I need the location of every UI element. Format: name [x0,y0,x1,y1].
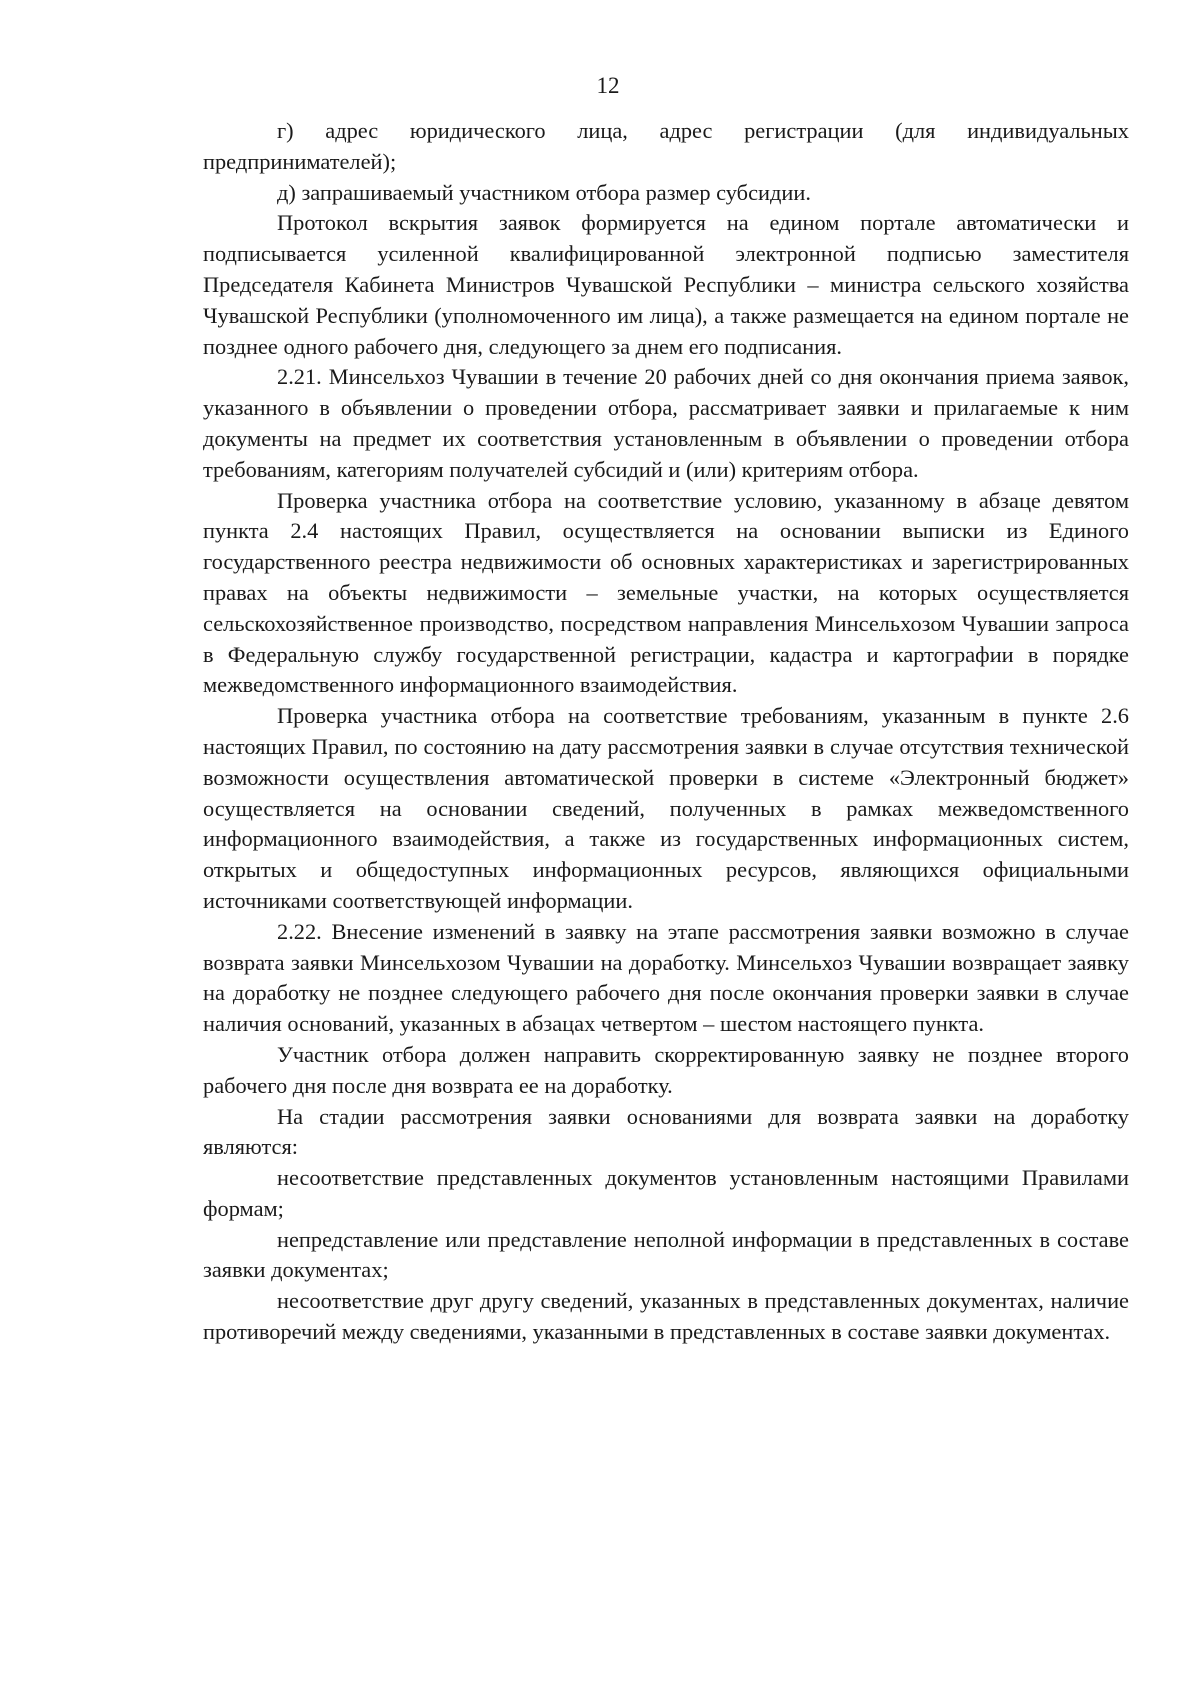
document-body [203,116,1129,1348]
paragraph-ground-forms-mismatch: несоответствие представленных документов установленным настоящими Правилами формам; [203,1165,1129,1221]
paragraph-item-g-address: г) адрес юридического лица, адрес регистрации (для индивидуальных предпринимателей); [203,118,1129,174]
paragraph-item-d-subsidy-amount: д) запрашиваемый участником отбора размер субсидии. [277,179,811,205]
paragraph-resubmission-deadline: Участник отбора должен направить скорректированную заявку не позднее второго рабочего дня после дня возврата ее на доработку. [203,1041,1129,1098]
paragraph-opening-protocol: Протокол вскрытия заявок формируется на едином портале автоматически и подписывается усиленной квалифицированной электронной подписью заместителя Председателя Кабинета Министров Чувашской Республики – министра сельского хозяйства Чувашской Республики (уполномоченного им лица), а также размещается на едином портале не позднее одного рабочего дня, следующего за днем его подписания. [203,210,1129,359]
paragraph-return-grounds-intro: На стадии рассмотрения заявки основаниями для возврата заявки на доработку являются: [203,1103,1129,1160]
paragraph-2-22: 2.22. Внесение изменений в заявку на этапе рассмотрения заявки возможно в случае возврата заявки Минсельхозом Чувашии на доработку. Минсельхоз Чувашии возвращает заявку на доработку не позднее следующего рабочего дня после окончания проверки заявки в случае наличия оснований, указанных в абзацах четвертом – шестом настоящего пункта. [203,918,1129,1037]
paragraph-check-requirements: Проверка участника отбора на соответствие требованиям, указанным в пункте 2.6 настоящих Правил, по состоянию на дату рассмотрения заявки в случае отсутствия технической возможности осуществления автоматической проверки в системе «Электронный бюджет» осуществляется на основании сведений, полученных в рамках межведомственного информационного взаимодействия, а также из государственных информационных систем, открытых и общедоступных информационных ресурсов, являющихся официальными источниками соответствующей информации. [203,703,1129,913]
paragraph-ground-incomplete-info: непредставление или представление неполной информации в представленных в составе заявки документах; [203,1226,1129,1283]
paragraph-ground-contradictions: несоответствие друг другу сведений, указанных в представленных документах, наличие противоречий между сведениями, указанными в представленных в составе заявки документах. [203,1288,1129,1345]
paragraph-2-21: 2.21. Минсельхоз Чувашии в течение 20 рабочих дней со дня окончания приема заявок, указанного в объявлении о проведении отбора, рассматривает заявки и прилагаемые к ним документы на предмет их соответствия установленным в объявлении о проведении отбора требованиям, категориям получателей субсидий и (или) критериям отбора. [203,364,1129,482]
paragraph-check-condition: Проверка участника отбора на соответствие условию, указанному в абзаце девятом пункта 2.4 настоящих Правил, осуществляется на основании выписки из Единого государственного реестра недвижимости об основных характеристиках и зарегистрированных правах на объекты недвижимости – земельные участки, на которых осуществляется сельскохозяйственное производство, посредством направления Минсельхозом Чувашии запроса в Федеральную службу государственной регистрации, кадастра и картографии в порядке межведомственного информационного взаимодействия. [203,487,1129,698]
page-number: 12 [596,73,620,98]
